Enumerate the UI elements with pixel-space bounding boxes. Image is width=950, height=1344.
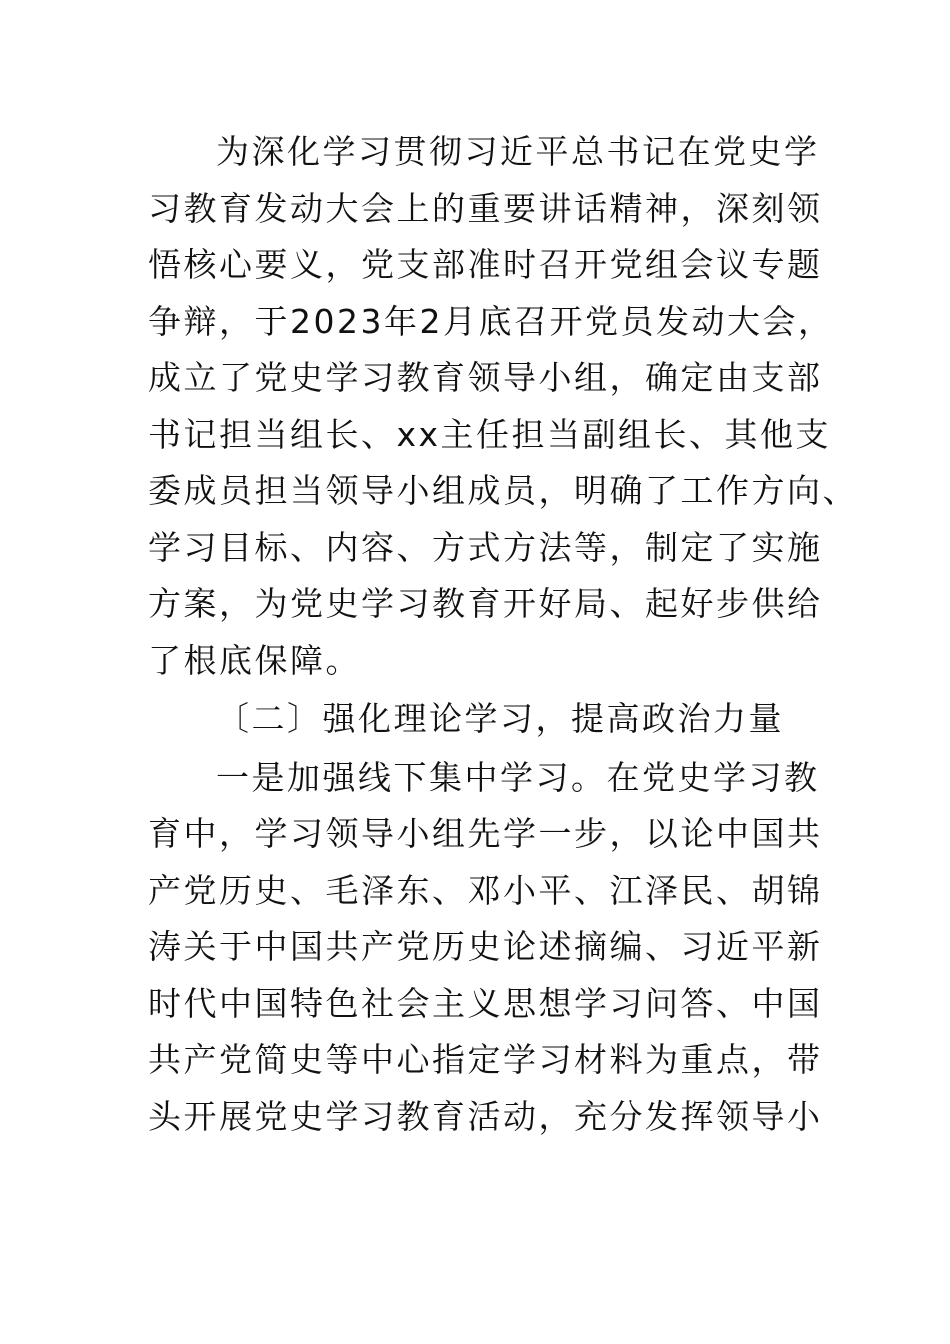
paragraph-1-line: 习教育发动大会上的重要讲话精神，深刻领	[148, 188, 823, 228]
paragraph-1-line: 书记担当组长、xx主任担当副组长、其他支	[148, 414, 832, 454]
paragraph-1-line: 方案，为党史学习教育开好局、起好步供给	[148, 584, 823, 623]
paragraph-1-line: 了根底保障。	[148, 640, 361, 680]
paragraph-1-line: 成立了党史学习教育领导小组，确定由支部	[148, 358, 823, 397]
paragraph-2-line: 一是加强线下集中学习。在党史学习教	[216, 757, 820, 797]
paragraph-2-line: 育中，学习领导小组先学一步，以论中国共	[148, 814, 823, 853]
paragraph-2	[148, 750, 828, 1146]
paragraph-1-line: 悟核心要义，党支部准时召开党组会议专题	[148, 245, 823, 284]
paragraph-2-line: 共产党简史等中心指定学习材料为重点，带	[148, 1040, 823, 1079]
paragraph-2-line: 头开展党史学习教育活动，充分发挥领导小	[148, 1096, 823, 1136]
paragraph-1-line: 委成员担当领导小组成员，明确了工作方向、	[148, 471, 858, 510]
section-heading: 〔二〕强化理论学习，提高政治力量	[216, 699, 784, 738]
paragraph-1-line: 为深化学习贯彻习近平总书记在党史学	[216, 132, 820, 171]
paragraph-2-line: 时代中国特色社会主义思想学习问答、中国	[148, 983, 823, 1023]
paragraph-2-line: 涛关于中国共产党历史论述摘编、习近平新	[148, 927, 823, 966]
document-body	[148, 124, 858, 1145]
paragraph-2-line: 产党历史、毛泽东、邓小平、江泽民、胡锦	[148, 870, 823, 910]
paragraph-1	[148, 124, 858, 689]
paragraph-1-line: 学习目标、内容、方式方法等，制定了实施	[148, 527, 823, 567]
paragraph-1-line: 争辩，于2023年2月底召开党员发动大会，	[148, 301, 834, 341]
